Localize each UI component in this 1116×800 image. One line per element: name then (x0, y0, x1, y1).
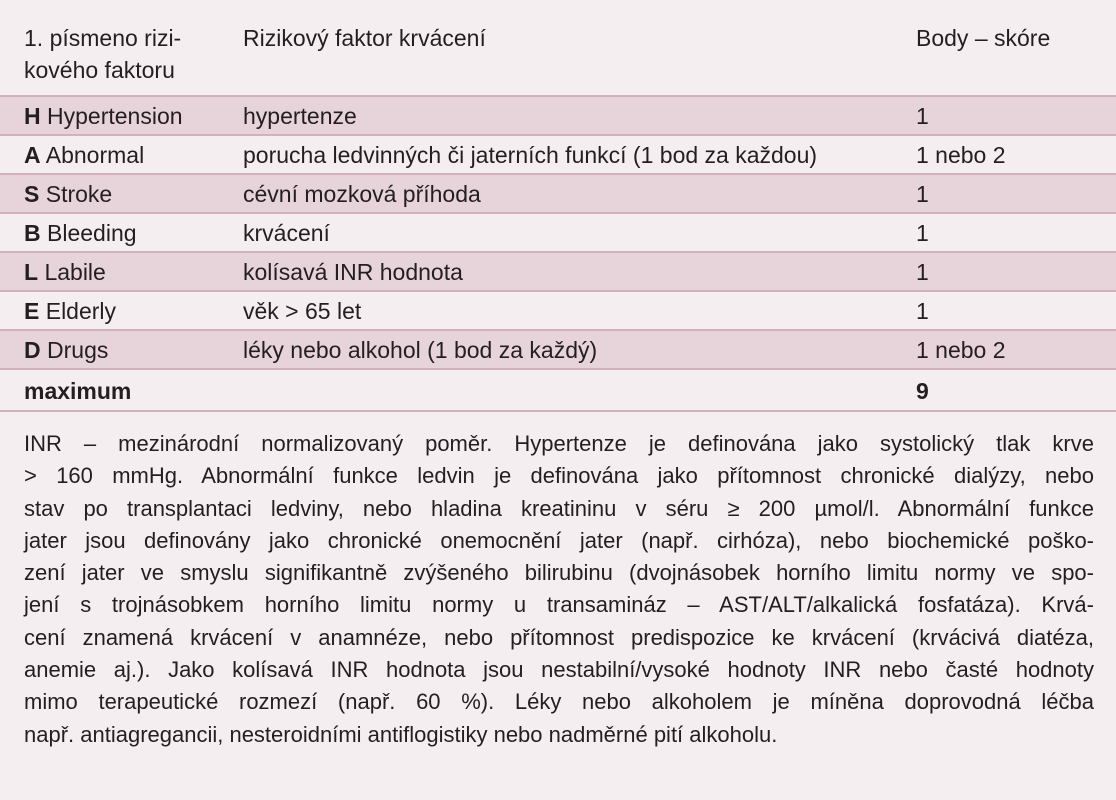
row-word: Labile (38, 259, 106, 285)
row-letter: L (24, 259, 39, 285)
row-description: kolísavá INR hodnota (243, 259, 463, 285)
footnote-line: mimo terapeutické rozmezí (např. 60 %). Léky nebo alkoholem je míněna doprovodná léčba (24, 689, 1094, 715)
row-description: věk > 65 let (243, 298, 362, 324)
row-word: Elderly (39, 298, 117, 324)
row-word: Abnormal (40, 142, 145, 168)
footnote-line: jení s trojnásobkem horního limitu normy u transamináz – AST/ALT/alkalická fosfatáza). Krvá- (24, 592, 1094, 618)
table-row (0, 136, 1116, 175)
footnote-line: > 160 mmHg. Abnormální funkce ledvin je definována jako přítomnost chronické dialýzy, nebo (24, 463, 1094, 489)
row-description: cévní mozková příhoda (243, 181, 481, 207)
total-label: maximum (24, 378, 132, 404)
row-letter: D (24, 337, 41, 363)
row-factor (24, 175, 224, 214)
row-description: porucha ledvinných či jaterních funkcí (1 bod za každou) (243, 142, 818, 168)
header-letter-column (24, 22, 224, 86)
table-row (0, 253, 1116, 292)
header-score-column: Body – skóre (916, 25, 1051, 51)
row-description: léky nebo alkohol (1 bod za každý) (243, 337, 598, 363)
footnote-line: jater jsou definovány jako chronické onemocnění jater (např. cirhóza), nebo biochemické poško- (24, 527, 1094, 553)
row-score: 1 nebo 2 (916, 337, 1006, 363)
header-risk-factor-column: Rizikový faktor krvácení (243, 25, 486, 51)
row-description: krvácení (243, 220, 330, 246)
row-factor (24, 136, 224, 175)
row-word: Hypertension (40, 103, 183, 129)
table-row (0, 292, 1116, 331)
footnote-line: zení jater ve smyslu signifikantně zvýšeného bilirubinu (dvojnásobek horního limitu normy ve spo- (24, 560, 1094, 586)
footnote-line: např. antiagregancii, nesteroidními antiflogistiky nebo nadměrné pití alkoholu. (24, 721, 778, 747)
row-factor (24, 292, 224, 331)
row-score: 1 (916, 298, 929, 324)
row-word: Stroke (39, 181, 113, 207)
row-factor (24, 253, 224, 292)
row-word: Drugs (40, 337, 109, 363)
table-footnote (24, 428, 1094, 751)
row-score: 1 nebo 2 (916, 142, 1006, 168)
table-header-row (0, 0, 1116, 97)
footnote-line: anemie aj.). Jako kolísavá INR hodnota jsou nestabilní/vysoké hodnoty INR nebo časté hodnoty (24, 657, 1094, 683)
footnote-line: INR – mezinárodní normalizovaný poměr. Hypertenze je definována jako systolický tlak krve (24, 431, 1094, 456)
header-letter-line1: 1. písmeno rizi- (24, 25, 182, 51)
row-word: Bleeding (40, 220, 137, 246)
row-letter: E (24, 298, 40, 324)
row-letter: B (24, 220, 41, 246)
table-row (0, 97, 1116, 136)
row-factor (24, 214, 224, 253)
row-letter: S (24, 181, 40, 207)
row-factor (24, 97, 224, 136)
table-row (0, 331, 1116, 370)
row-description: hypertenze (243, 103, 357, 129)
total-score: 9 (916, 378, 929, 404)
table-row (0, 214, 1116, 253)
row-factor (24, 331, 224, 370)
header-letter-line2: kového faktoru (24, 57, 175, 83)
row-score: 1 (916, 181, 929, 207)
row-letter: H (24, 103, 41, 129)
row-letter: A (24, 142, 41, 168)
table-total-row (0, 370, 1116, 412)
footnote-line: stav po transplantaci ledviny, nebo hladina kreatininu v séru ≥ 200 µmol/l. Abnormální funkce (24, 495, 1094, 521)
row-score: 1 (916, 220, 929, 246)
footnote-line: cení znamená krvácení v anamnéze, nebo přítomnost predispozice ke krvácení (krvácivá diatéza, (24, 624, 1094, 650)
row-score: 1 (916, 103, 929, 129)
table-row (0, 175, 1116, 214)
row-score: 1 (916, 259, 929, 285)
